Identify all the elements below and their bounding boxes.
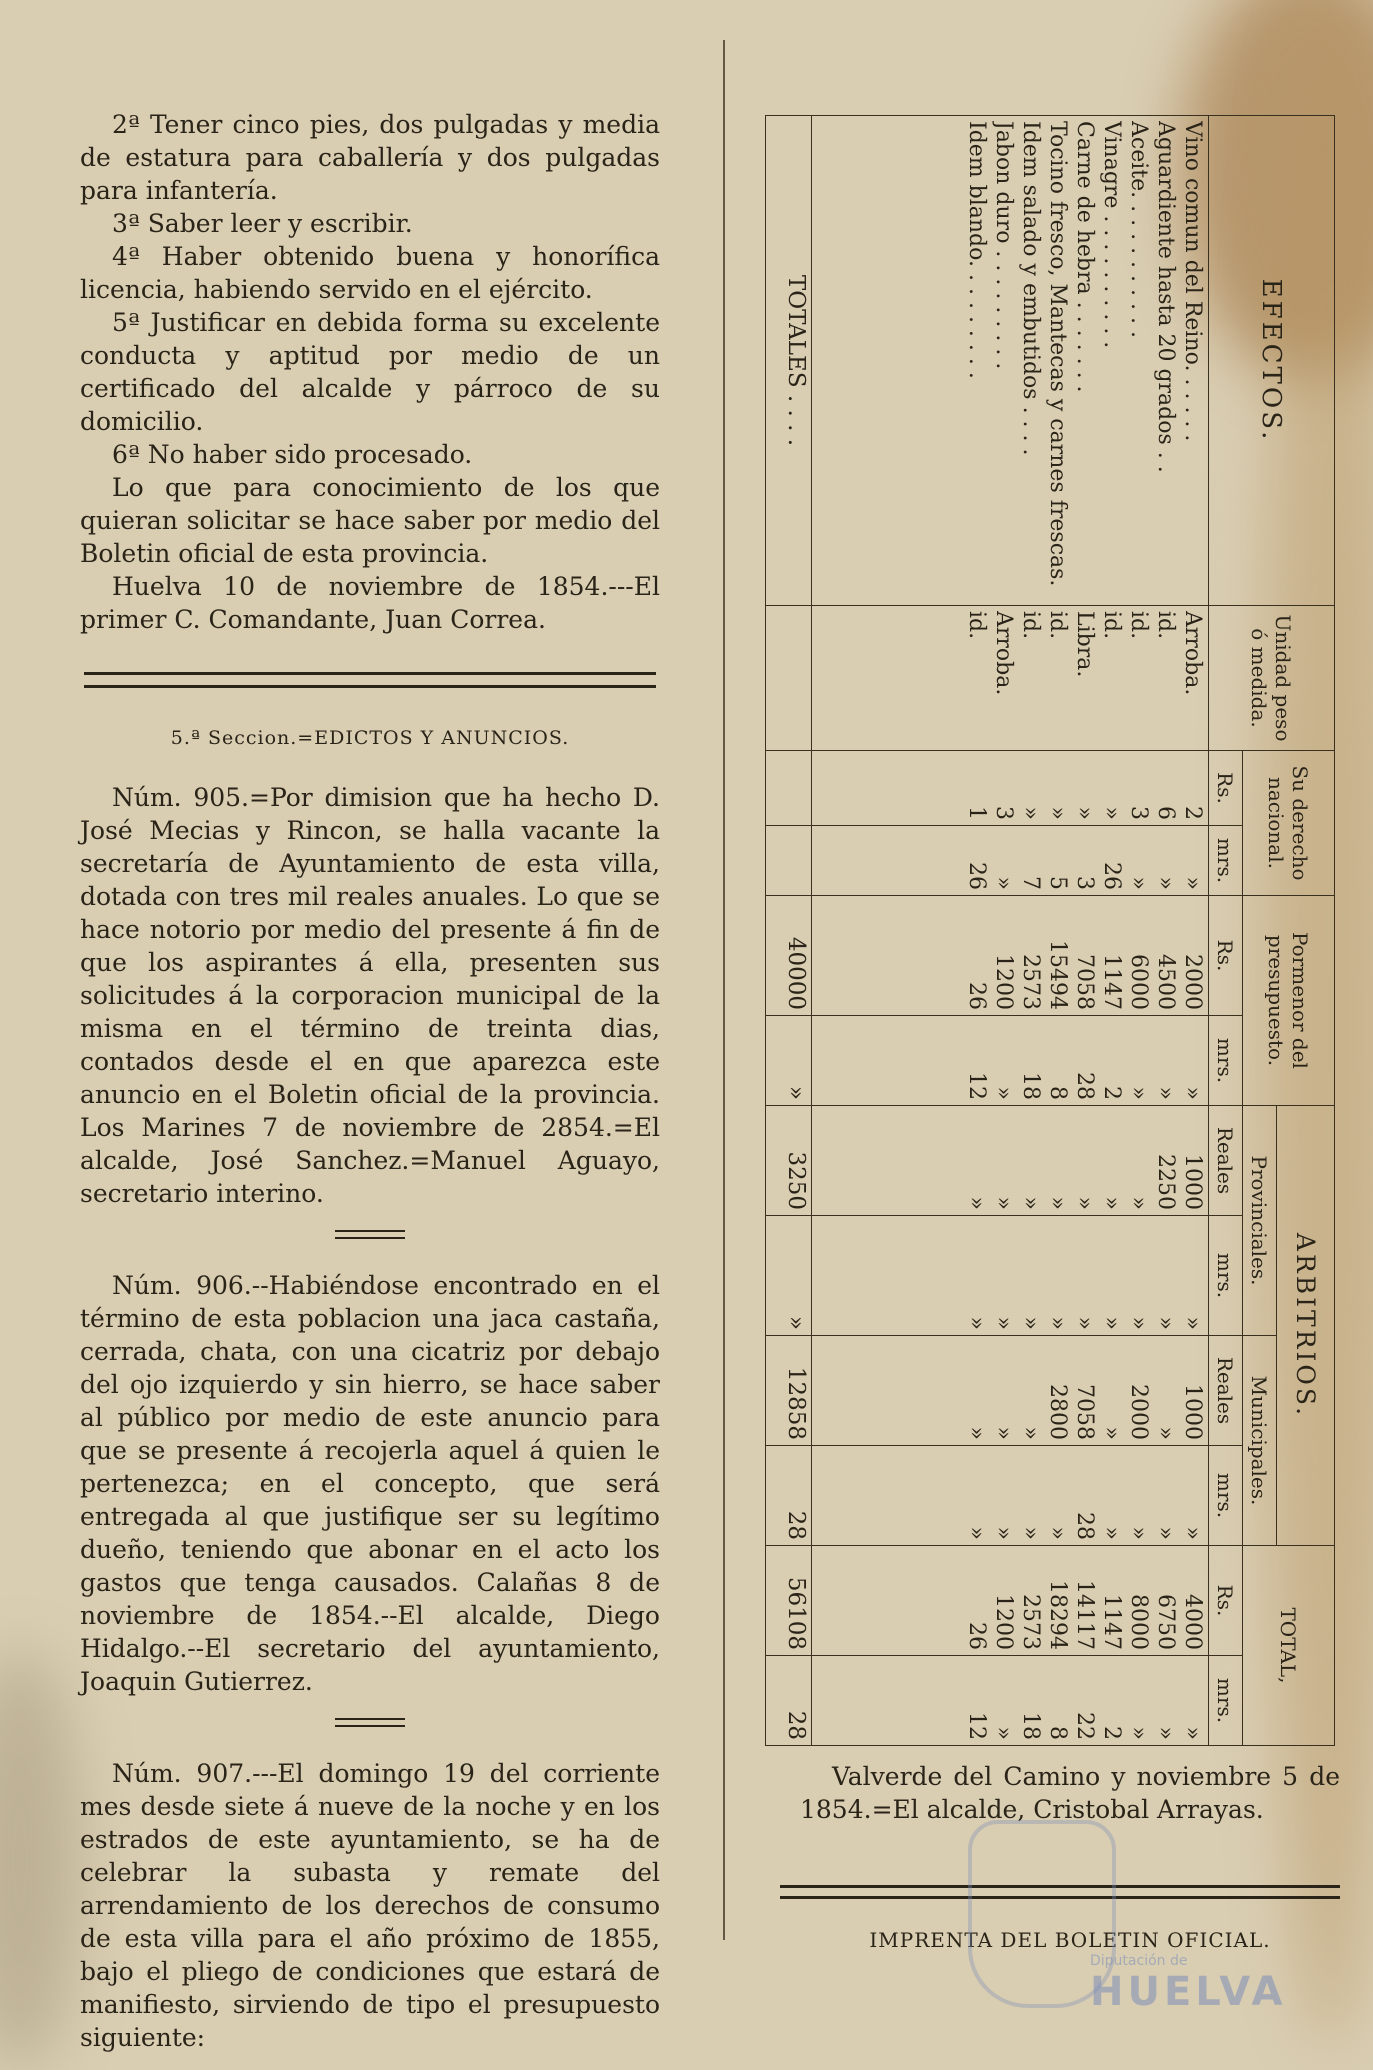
requirement-item: 6ª No haber sido procesado. (112, 440, 473, 469)
header-rs: Rs. (1209, 751, 1243, 826)
header-reales: Reales (1209, 1336, 1243, 1446)
header-provinciales: Provinciales. (1243, 1106, 1277, 1336)
header-arbitrios: ARBITRIOS. (1277, 1106, 1335, 1546)
totals-empty (766, 826, 812, 896)
municipales-mrs-list: » » » » 28 » » » » (812, 1446, 1209, 1546)
header-mrs: mrs. (1209, 1016, 1243, 1106)
municipales-rs-list: 1000 » 2000 » 7058 2800 » » » (812, 1336, 1209, 1446)
budget-table-rotated (765, 115, 1335, 1745)
totals-empty (766, 751, 812, 826)
provinciales-rs-list: 1000 2250 » » » » » » » (812, 1106, 1209, 1216)
header-reales: Reales (1209, 1106, 1243, 1216)
requirement-item: 3ª Saber leer y escribir. (112, 209, 413, 238)
notice-905: Núm. 905.=Por dimision que ha hecho D. José Mecias y Rincon, se halla vacante la secretaría de Ayuntamiento de esta villa, dotada con tres mil reales anuales. Lo que se hace notorio por medio del presente á fin de que los aspirantes á ella, presenten sus solicitudes á la corporacion municipal de la misma en el término de treinta dias, contados desde el en que aparezca este anuncio en el Boletin oficial de la provincia. Los Marines 7 de noviembre de 2854.=El alcalde, José Sanchez.=Manuel Aguayo, secretario interino. (80, 783, 660, 1208)
header-derecho: Su derecho nacional. (1243, 751, 1335, 896)
header-unidad: Unidad peso ó medida. (1209, 606, 1335, 751)
provinciales-mrs-list: » » » » » » » » » (812, 1216, 1209, 1336)
header-rs: Rs. (1209, 896, 1243, 1016)
totals-empty (766, 606, 812, 751)
left-column (80, 108, 660, 2054)
paper-stain (0, 1650, 80, 2070)
derecho-rs-list: 2 6 3 » » » » 3 1 (812, 751, 1209, 826)
header-mrs: mrs. (1209, 1656, 1243, 1746)
totals-provinciales-rs: 3250 (766, 1106, 812, 1216)
efectos-list: Vino comun del Reino. . . . . . Aguardiente hasta 20 grados . . Aceite. . . . . . . . . . . Vinagre . . . . . . . . . . Carne de hebra . . . . . . . Tocino fresco, Mantecas y carnes frescas. Idem salado y embutidos . . . . Jabon duro . . . . . . . . . Idem blando. . . . . . . . . (812, 116, 1209, 606)
requirement-item: 4ª Haber obtenido buena y honorífica licencia, habiendo servido en el ejército. (80, 242, 660, 304)
totals-row (766, 116, 812, 1746)
unidad-list: Arroba. id. id. id. Libra. id. id. Arroba. id. (812, 606, 1209, 751)
header-mrs: mrs. (1209, 1446, 1243, 1546)
total-rs-list: 4000 6750 8000 1147 14117 18294 2573 1200 26 (812, 1546, 1209, 1656)
header-pormenor: Pormenor del presupuesto. (1243, 896, 1335, 1106)
totals-municipales-rs: 12858 (766, 1336, 812, 1446)
budget-table (765, 115, 1335, 1746)
requirement-item: 5ª Justificar en debida forma su excelente conducta y aptitud por medio de un certificado del alcalde y párroco de su domicilio. (80, 308, 660, 436)
totals-total-mrs: 28 (766, 1656, 812, 1746)
closing-paragraph: Lo que para conocimiento de los que quieran solicitar se hace saber por medio del Boletin oficial de esta provincia. (80, 473, 660, 568)
valverde-signature: Valverde del Camino y noviembre 5 de 1854.=El alcalde, Cristobal Arrayas. (800, 1762, 1340, 1824)
notice-906: Núm. 906.--Habiéndose encontrado en el término de esta poblacion una jaca castaña, cerrada, chata, con una cicatriz por debajo del ojo izquierdo y sin hierro, se hace saber al público por medio de este anuncio para que se presente á recojerla aquel á quien le pertenezca; en el concepto, que será entregada al que justifique ser su legítimo dueño, teniendo que abonar en el acto los gastos que tenga causados. Calañas 8 de noviembre de 1854.--El alcalde, Diego Hidalgo.--El secretario del ayuntamiento, Joaquin Gutierrez. (80, 1271, 660, 1696)
body-row (812, 116, 1209, 1746)
header-row (1277, 116, 1335, 1746)
header-efectos: EFECTOS. (1209, 116, 1335, 606)
section-title: 5.ª Seccion.=EDICTOS Y ANUNCIOS. (170, 727, 570, 749)
pormenor-mrs-list: » » » 2 28 8 18 » 12 (812, 1016, 1209, 1106)
header-municipales: Municipales. (1243, 1336, 1277, 1546)
notice-separator (335, 1230, 405, 1239)
signature: Huelva 10 de noviembre de 1854.---El primer C. Comandante, Juan Correa. (80, 572, 660, 634)
totals-pormenor-rs: 40000 (766, 896, 812, 1016)
derecho-mrs-list: » » » 26 3 5 7 » 26 (812, 826, 1209, 896)
header-mrs: mrs. (1209, 826, 1243, 896)
notice-907: Núm. 907.---El domingo 19 del corriente mes desde siete á nueve de la noche y en los estrados de este ayuntamiento, se ha de celebrar la subasta y remate del arrendamiento de los derechos de consumo de esta villa para el año próximo de 1855, bajo el pliego de condiciones que estará de manifiesto, sirviendo de tipo el presupuesto siguiente: (80, 1759, 660, 2052)
notice-separator (335, 1718, 405, 1727)
watermark-text: Diputación de HUELVA (1090, 1953, 1287, 2015)
total-mrs-list: » » » 2 22 8 18 » 12 (812, 1656, 1209, 1746)
column-rule (723, 40, 725, 1940)
totals-provinciales-mrs: » (766, 1216, 812, 1336)
totals-total-rs: 56108 (766, 1546, 812, 1656)
right-closing (800, 1760, 1340, 1826)
totals-municipales-mrs: 28 (766, 1446, 812, 1546)
totals-pormenor-mrs: » (766, 1016, 812, 1106)
pormenor-rs-list: 2000 4500 6000 1147 7058 15494 2573 1200 26 (812, 896, 1209, 1016)
requirement-item: 2ª Tener cinco pies, dos pulgadas y media de estatura para caballería y dos pulgadas para infantería. (80, 110, 660, 205)
budget-table-wrapper (765, 115, 1335, 1745)
imprenta-footer: IMPRENTA DEL BOLETIN OFICIAL. (869, 1928, 1271, 1952)
header-mrs: mrs. (1209, 1216, 1243, 1336)
header-rs: Rs. (1209, 1546, 1243, 1656)
section-divider (84, 672, 656, 688)
totals-label: TOTALES . . . . (766, 116, 812, 606)
header-total: TOTAL, (1243, 1546, 1335, 1746)
